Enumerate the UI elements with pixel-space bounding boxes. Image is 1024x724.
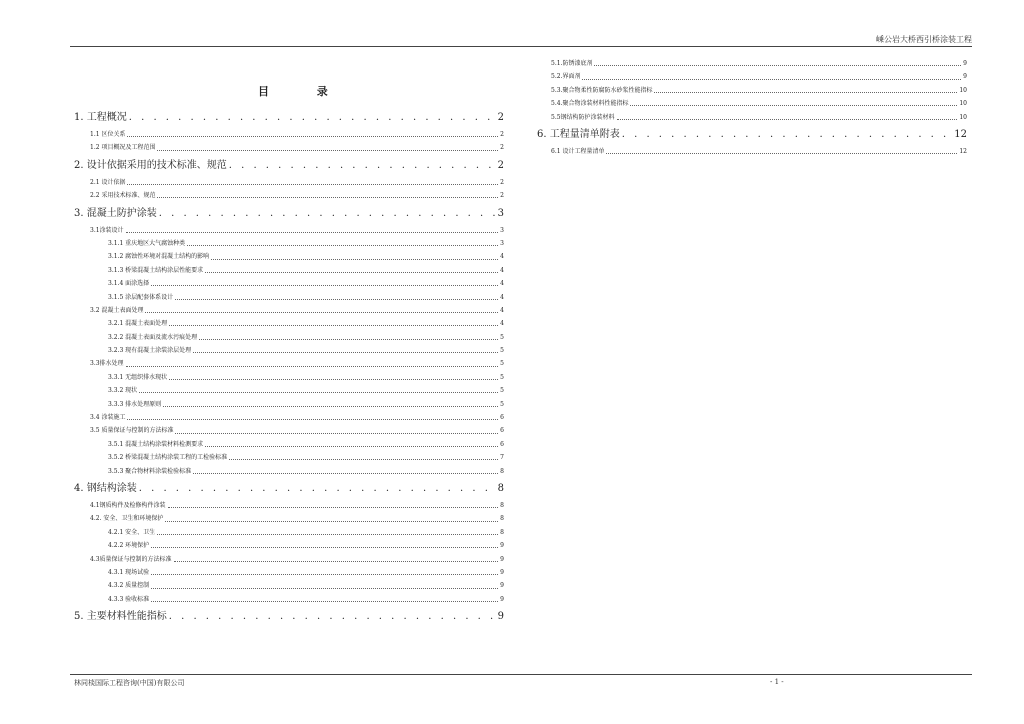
toc-entry-title: 2.1 设计依据 — [90, 178, 126, 186]
toc-entry-title: 3.3.2 现状 — [108, 387, 138, 395]
toc-entry-page: 4 — [500, 320, 504, 328]
toc-entry[interactable] — [74, 553, 504, 566]
toc-entry-page: 6 — [500, 440, 504, 448]
toc-entry[interactable] — [74, 203, 504, 224]
toc-entry-page: 2 — [500, 131, 504, 138]
toc-entry-title: 5.3.聚合物柔性防腐防水砂浆性能指标 — [551, 86, 653, 94]
toc-leader-dots — [159, 203, 496, 224]
toc-entry-page: 5 — [500, 400, 504, 408]
toc-entry-page: 8 — [500, 467, 504, 475]
toc-leader-dots — [126, 365, 499, 367]
toc-entry-page: 2 — [500, 144, 504, 152]
toc-entry-title: 3.3.3 排水处理原则 — [108, 400, 162, 408]
toc-entry-page: 12 — [959, 147, 967, 155]
toc-entry-page: 2 — [500, 178, 504, 186]
toc-entry-title: 3.4 涂装施工 — [90, 414, 126, 422]
toc-entry-page: 4 — [500, 253, 504, 261]
toc-left-column — [74, 107, 504, 627]
toc-entry-title: 3.3排水处理 — [90, 360, 124, 368]
toc-entry-page: 3 — [500, 239, 504, 247]
toc-entry-page: 6 — [500, 414, 504, 422]
toc-entry[interactable] — [74, 224, 504, 237]
toc-leader-dots — [126, 231, 499, 233]
toc-entry-page: 10 — [959, 100, 967, 108]
toc-entry[interactable] — [74, 451, 504, 464]
toc-leader-dots — [165, 520, 498, 522]
toc-leader-dots — [175, 432, 498, 434]
toc-entry-title: 3.5 质量保证与控制的方法标准 — [90, 427, 174, 435]
toc-leader-dots — [193, 472, 498, 474]
toc-entry-page: 5 — [500, 387, 504, 395]
toc-entry[interactable] — [537, 97, 967, 110]
toc-leader-dots — [127, 135, 498, 137]
toc-entry-page: 4 — [500, 280, 504, 288]
toc-leader-dots — [199, 338, 498, 340]
toc-heading — [258, 83, 328, 99]
toc-entry-title: 3.5.1 混凝土结构涂装材料检测要求 — [108, 440, 204, 448]
toc-leader-dots — [151, 546, 498, 548]
toc-entry-title: 3.3.1 无组织排水现状 — [108, 373, 168, 381]
toc-entry-page: 12 — [954, 128, 967, 140]
toc-entry-page: 2 — [497, 159, 504, 171]
toc-entry-page: 9 — [500, 555, 504, 563]
toc-leader-dots — [187, 244, 498, 246]
toc-entry-page: 8 — [500, 515, 504, 523]
toc-entry[interactable] — [74, 357, 504, 370]
toc-leader-dots — [582, 78, 961, 80]
toc-leader-dots — [229, 155, 496, 176]
toc-leader-dots — [175, 298, 498, 300]
toc-leader-dots — [617, 118, 958, 120]
toc-entry[interactable] — [74, 606, 504, 627]
toc-entry[interactable] — [537, 57, 967, 70]
toc-entry-page: 5 — [500, 360, 504, 368]
toc-entry[interactable] — [537, 145, 967, 158]
toc-entry-title: 3.1.3 桥梁混凝土结构涂层性能要求 — [108, 266, 204, 274]
toc-entry-title: 3.5.2 桥梁混凝土结构涂装工程的工检验标准 — [108, 454, 228, 462]
toc-leader-dots — [151, 587, 498, 589]
toc-entry-page: 9 — [500, 595, 504, 603]
toc-entry-title: 3.1.2 腐蚀性环境对混凝土结构的影响 — [108, 253, 210, 261]
toc-entry-title: 3. 混凝土防护涂装 — [74, 207, 157, 219]
toc-entry-title: 1.2 项目概况及工程范围 — [90, 144, 156, 152]
toc-entry[interactable] — [74, 512, 504, 525]
toc-entry[interactable] — [74, 264, 504, 277]
toc-entry-page: 5 — [500, 373, 504, 381]
toc-entry-page: 9 — [963, 73, 967, 81]
toc-entry-page: 6 — [500, 427, 504, 435]
toc-entry-page: 5 — [500, 333, 504, 341]
toc-leader-dots — [630, 104, 957, 106]
toc-entry-title: 3.1涂装设计 — [90, 226, 124, 234]
toc-entry-page: 9 — [500, 582, 504, 590]
toc-entry-page: 9 — [500, 568, 504, 576]
toc-heading-part-1: 目 — [258, 85, 269, 98]
toc-entry[interactable] — [74, 107, 504, 128]
toc-entry-title: 1. 工程概况 — [74, 112, 127, 123]
footer-rule — [70, 674, 972, 675]
toc-leader-dots — [205, 271, 498, 273]
toc-entry-page: 3 — [500, 226, 504, 234]
toc-entry-title: 3.1.1 重庆地区大气腐蚀种类 — [108, 239, 186, 247]
toc-entry[interactable] — [74, 250, 504, 263]
toc-entry-page: 3 — [497, 207, 504, 219]
toc-entry-page: 9 — [500, 542, 504, 550]
toc-entry-title: 4.1钢质构件及检修构件涂装 — [90, 501, 166, 509]
toc-entry-title: 5.2.界面剂 — [551, 73, 581, 81]
toc-entry[interactable] — [74, 277, 504, 290]
toc-entry-title: 4.3.1 现场试验 — [108, 568, 150, 576]
document-header-title: 嵊公岩大桥西引桥涂装工程 — [876, 35, 972, 44]
toc-entry-title: 4.3.3 验收标准 — [108, 595, 150, 603]
toc-leader-dots — [157, 196, 498, 198]
toc-entry-title: 6. 工程量清单附表 — [537, 128, 620, 140]
toc-entry[interactable] — [74, 128, 504, 141]
toc-entry-title: 4.3.2 质量控制 — [108, 582, 150, 590]
toc-entry[interactable] — [537, 111, 967, 124]
toc-entry[interactable] — [537, 124, 967, 145]
toc-entry[interactable] — [74, 579, 504, 592]
toc-right-column — [537, 57, 967, 158]
toc-entry[interactable] — [74, 344, 504, 357]
toc-leader-dots — [169, 378, 498, 380]
toc-entry-page: 9 — [497, 611, 504, 623]
toc-entry-title: 3.2.3 现有混凝土涂装涂层处理 — [108, 347, 192, 355]
toc-leader-dots — [168, 506, 499, 508]
toc-entry-title: 3.2 混凝土表面处理 — [90, 306, 144, 314]
toc-entry-page: 4 — [500, 266, 504, 274]
toc-leader-dots — [145, 311, 498, 313]
toc-entry-title: 4.2.1 安全、卫生 — [108, 528, 156, 536]
toc-entry-page: 4 — [500, 293, 504, 301]
toc-entry-title: 2. 设计依据采用的技术标准、规范 — [74, 159, 227, 171]
toc-entry-title: 6.1 设计工程量清单 — [551, 147, 605, 155]
toc-entry[interactable] — [537, 70, 967, 83]
toc-leader-dots — [229, 458, 498, 460]
header-rule — [70, 46, 972, 47]
toc-leader-dots — [151, 600, 498, 602]
toc-leader-dots — [211, 258, 498, 260]
toc-entry-title: 1.1 区位关系 — [90, 131, 126, 138]
toc-leader-dots — [174, 560, 499, 562]
footer-page-number: - 1 - — [770, 678, 784, 686]
toc-entry-title: 4.2.2 环境保护 — [108, 542, 150, 550]
toc-leader-dots — [139, 478, 496, 499]
toc-entry-title: 4. 钢结构涂装 — [74, 482, 137, 494]
toc-leader-dots — [594, 64, 961, 66]
toc-entry[interactable] — [74, 411, 504, 424]
toc-entry-title: 3.1.5 涂层配套体系设计 — [108, 293, 174, 301]
toc-entry-title: 3.2.1 混凝土表面处理 — [108, 320, 168, 328]
toc-entry[interactable] — [74, 176, 504, 189]
toc-entry-title: 4.2. 安全、卫生和环境保护 — [90, 515, 164, 523]
toc-heading-part-2: 录 — [316, 85, 328, 98]
toc-entry[interactable] — [74, 189, 504, 202]
toc-leader-dots — [193, 351, 498, 353]
toc-entry[interactable] — [74, 424, 504, 437]
toc-entry-title: 5.1.防锈漆底剂 — [551, 60, 593, 67]
toc-entry[interactable] — [74, 384, 504, 397]
toc-leader-dots — [129, 107, 496, 128]
toc-leader-dots — [163, 405, 498, 407]
toc-entry[interactable] — [74, 566, 504, 579]
toc-leader-dots — [606, 152, 957, 154]
toc-entry-title: 5.5钢结构防护涂装材料 — [551, 113, 615, 121]
toc-entry[interactable] — [537, 84, 967, 97]
toc-leader-dots — [157, 533, 498, 535]
toc-entry-title: 5.4.聚合物涂装材料性能指标 — [551, 100, 629, 108]
toc-leader-dots — [169, 324, 498, 326]
toc-entry[interactable] — [74, 593, 504, 606]
toc-entry-page: 8 — [500, 528, 504, 536]
toc-leader-dots — [622, 124, 953, 145]
toc-leader-dots — [139, 391, 498, 393]
toc-entry-title: 3.1.4 面涂选择 — [108, 280, 150, 288]
toc-leader-dots — [127, 183, 498, 185]
toc-leader-dots — [169, 606, 496, 627]
toc-entry-page: 5 — [500, 347, 504, 355]
toc-entry-title: 5. 主要材料性能指标 — [74, 611, 167, 623]
toc-entry-page: 4 — [500, 306, 504, 314]
toc-leader-dots — [157, 149, 498, 151]
toc-entry[interactable] — [74, 465, 504, 478]
toc-entry[interactable] — [74, 155, 504, 176]
toc-entry[interactable] — [74, 291, 504, 304]
toc-leader-dots — [654, 91, 957, 93]
toc-entry[interactable] — [74, 526, 504, 539]
toc-entry[interactable] — [74, 539, 504, 552]
toc-leader-dots — [127, 418, 498, 420]
toc-entry[interactable] — [74, 499, 504, 512]
toc-entry-page: 2 — [497, 112, 504, 123]
toc-entry[interactable] — [74, 141, 504, 154]
toc-entry[interactable] — [74, 371, 504, 384]
toc-entry-page: 10 — [959, 113, 967, 121]
toc-entry[interactable] — [74, 304, 504, 317]
toc-entry[interactable] — [74, 237, 504, 250]
toc-entry-page: 2 — [500, 192, 504, 200]
toc-leader-dots — [205, 445, 498, 447]
toc-entry-title: 4.3质量保证与控制的方法标准 — [90, 555, 172, 563]
toc-leader-dots — [151, 573, 498, 575]
toc-entry[interactable] — [74, 317, 504, 330]
toc-leader-dots — [151, 284, 498, 286]
toc-entry[interactable] — [74, 478, 504, 499]
toc-entry-page: 9 — [963, 60, 967, 67]
toc-entry-page: 10 — [959, 86, 967, 94]
toc-entry-page: 8 — [500, 501, 504, 509]
toc-entry-title: 3.5.3 聚合物材料涂装检验标准 — [108, 467, 192, 475]
toc-entry-title: 3.2.2 混凝土表面及流水污痕处理 — [108, 333, 198, 341]
toc-entry-title: 2.2 采用技术标准、规范 — [90, 192, 156, 200]
toc-entry[interactable] — [74, 438, 504, 451]
toc-entry-page: 8 — [497, 482, 504, 494]
footer-company: 林同棪国际工程咨询(中国)有限公司 — [74, 679, 185, 687]
toc-entry[interactable] — [74, 398, 504, 411]
toc-entry[interactable] — [74, 331, 504, 344]
toc-entry-page: 7 — [500, 454, 504, 462]
